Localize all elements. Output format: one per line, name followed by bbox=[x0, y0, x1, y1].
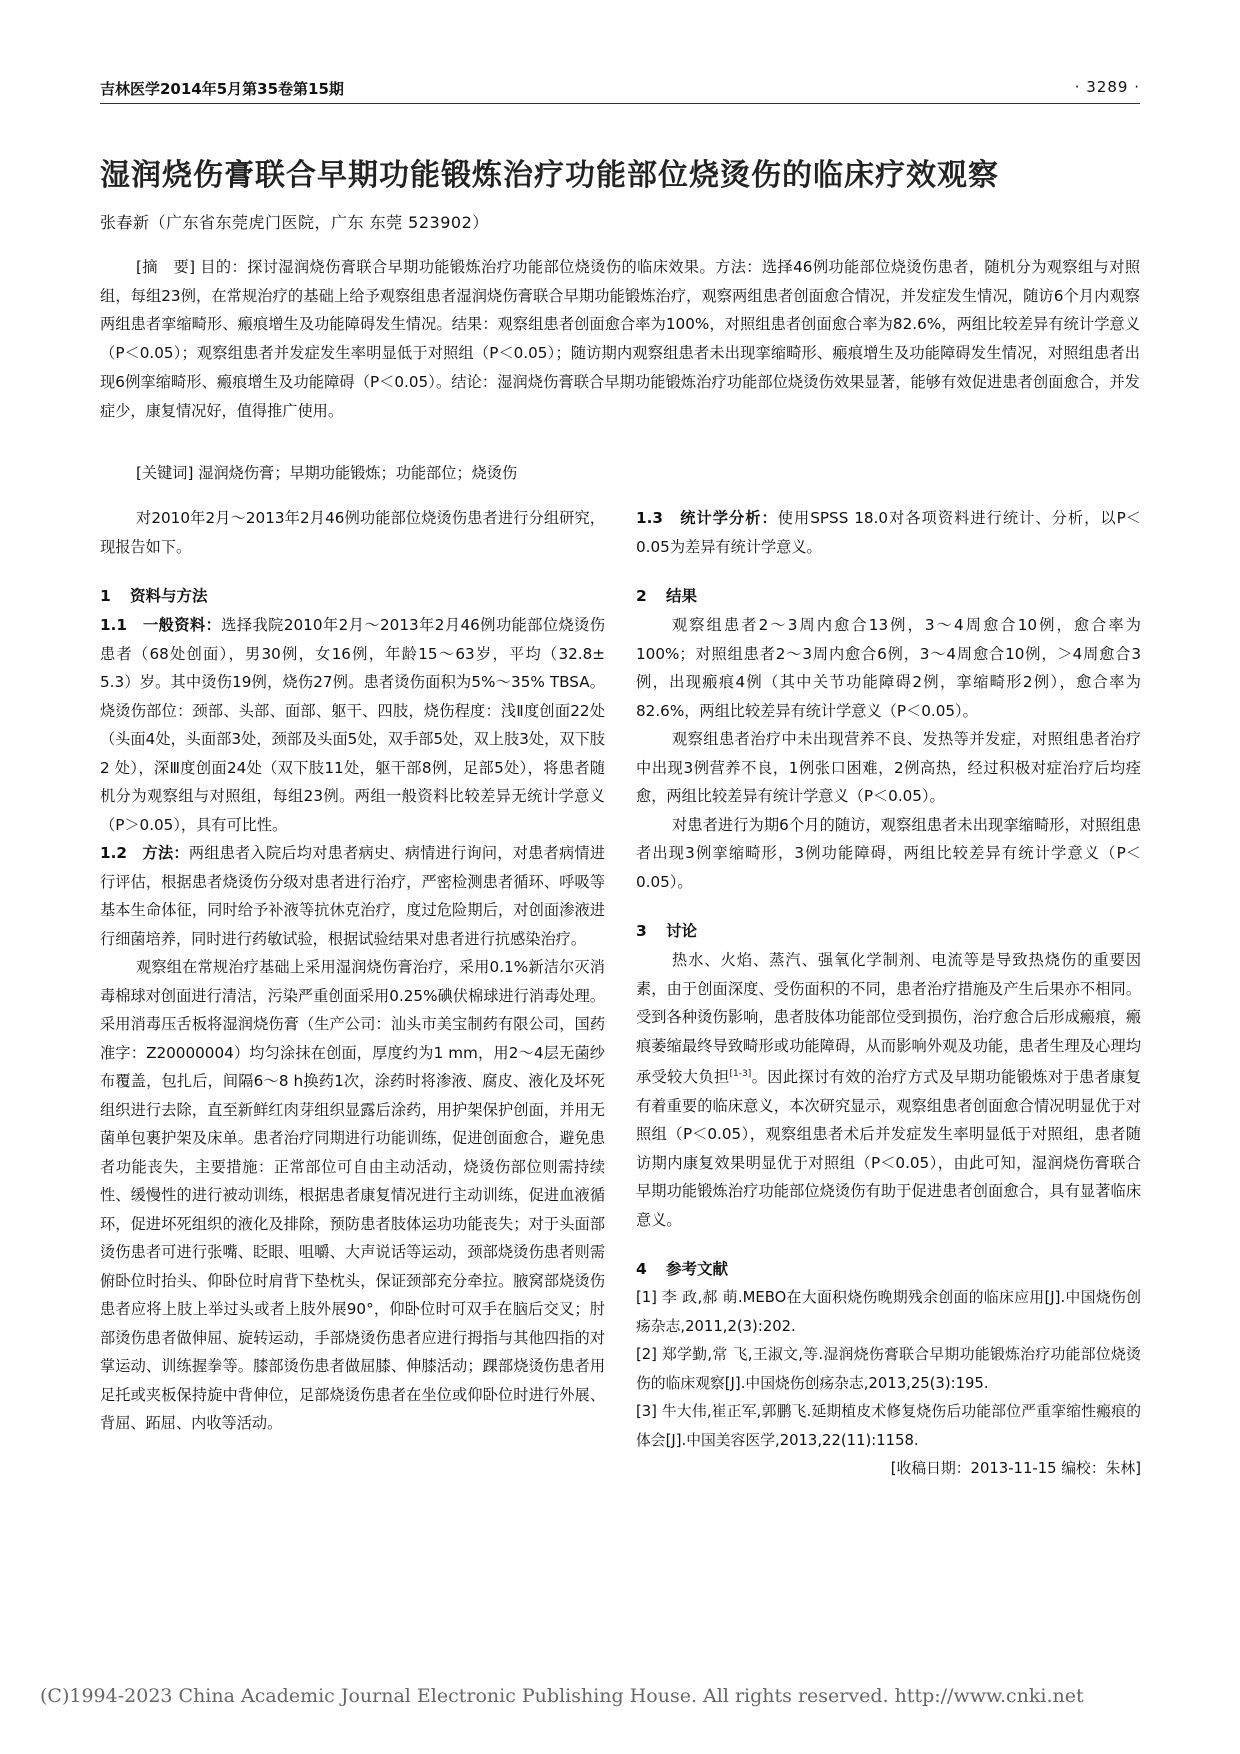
results-paragraph-3: 对患者进行为期6个月的随访，观察组患者未出现挛缩畸形，对照组患者出现3例挛缩畸形，3例功能障碍，两组比较差异有统计学意义（P＜0.05）。 bbox=[636, 815, 1141, 891]
article-title: 湿润烧伤膏联合早期功能锻炼治疗功能部位烧烫伤的临床疗效观察 bbox=[100, 158, 999, 193]
copyright-footer: (C)1994-2023 China Academic Journal Electronic Publishing House. All rights reserved. http://www.cnki.net bbox=[40, 1685, 1084, 1707]
section-2-heading: 2 结果 bbox=[636, 587, 698, 605]
keywords-label: [关键词] bbox=[136, 464, 194, 482]
author-line: 张春新（广东省东莞虎门医院，广东 东莞 523902） bbox=[100, 213, 489, 232]
discussion-paragraph: 热水、火焰、蒸汽、强氧化学制剂、电流等是导致热烧伤的重要因素，由于创面深度、受伤面积的不同，患者治疗措施及产生后果亦不相同。受到各种烫伤影响，患者肢体功能部位受到损伤，治疗愈合后形成瘢痕，瘢痕萎缩最终导致畸形或功能障碍，从而影响外观及功能，患者生理及心理均承受较大负担[1-3]。因此探讨有效的治疗方式及早期功能锻炼对于患者康复有着重要的临床意义，本次研究显示，观察组患者创面愈合情况明显优于对照组（P＜0.05），观察组患者术后并发症发生率明显低于对照组，患者随访期内康复效果明显优于对照组（P＜0.05），由此可知，湿润烧伤膏联合早期功能锻炼治疗功能部位烧烫伤有助于促进患者创面愈合，具有显著临床意义。 bbox=[636, 951, 1142, 1229]
section-4-heading: 4 参考文献 bbox=[636, 1260, 729, 1279]
citation-superscript: [1-3] bbox=[729, 1069, 752, 1079]
reference-item: [3] 牛大伟,崔正军,郭鹏飞.延期植皮术修复烧伤后功能部位严重挛缩性瘢痕的体会[J].中国美容医学,2013,22(11):1158. bbox=[636, 1403, 1141, 1449]
keywords bbox=[136, 462, 517, 483]
section-1-heading: 1 资料与方法 bbox=[100, 587, 208, 605]
observation-paragraph: 观察组在常规治疗基础上采用湿润烧伤膏治疗，采用0.1%新洁尔灭消毒棉球对创面进行清洁，污染严重创面采用0.25%碘伏棉球进行消毒处理。采用消毒压舌板将湿润烧伤膏（生产公司：汕头市美宝制药有限公司，国药准字：Z20000004）均匀涂抹在创面，厚度约为1 mm，用2～4层无菌纱布覆盖，包扎后，间隔6～8 h换药1次，涂药时将渗液、腐皮、液化及坏死组织进行去除，直至新鲜红肉芽组织显露后涂药，用护架保护创面，并用无菌单包裹护架及床单。患者治疗同期进行功能训练，促进创面愈合，避免患者功能丧失，主要措施：正常部位可自由主动活动，烧烫伤部位则需持续性、缓慢性的进行被动训练，根据患者康复情况进行主动训练，促进血液循环，促进坏死组织的液化及排除，预防患者肢体运功功能丧失；对于头面部烫伤患者可进行张嘴、眨眼、咀嚼、大声说话等运动，颈部烧烫伤患者则需俯卧位时抬头、仰卧位时肩背下垫枕头，保证颈部充分牵拉。腋窝部烧烫伤患者应将上肢上举过头或者上肢外展90°，仰卧位时可双手在脑后交叉；肘部烫伤患者做伸屈、旋转运动，手部烧烫伤患者应进行拇指与其他四指的对掌运动、训练握拳等。膝部烫伤患者做屈膝、伸膝活动；踝部烧烫伤患者用足托或夹板保持旋中背伸位，足部烧烫伤患者在坐位或仰卧位时进行外展、背屈、跖屈、内收等活动。 bbox=[100, 958, 605, 1432]
reference-item: [1] 李 政,郝 萌.MEBO在大面积烧伤晚期残余创面的临床应用[J].中国烧伤创疡杂志,2011,2(3):202. bbox=[636, 1289, 1141, 1335]
abstract bbox=[100, 253, 1140, 425]
abstract-label: [摘 要] bbox=[136, 258, 196, 276]
section-1-1: 1.1 一般资料：选择我院2010年2月～2013年2月46例功能部位烧烫伤患者（68处创面），男30例，女16例，年龄15～63岁，平均（32.8± 5.3）岁。其中烫伤19例，烧伤27例。患者烫伤面积为5%～35% TBSA。烧烫伤部位：颈部、头部、面部、躯干、四肢，烧伤程度：浅Ⅱ度创面22处（头面4处，头面部3处，颈部及头面5处，双手部5处，双上肢3处，双下肢2 处），深Ⅲ度创面24处（双下肢11处，躯干部8例，足部5处），将患者随机分为观察组与对照组，每组23例。两组一般资料比较差异无统计学意义（P＞0.05），具有可比性。 bbox=[100, 616, 606, 834]
reference-item: [2] 郑学勤,常 飞,王淑文,等.湿润烧伤膏联合早期功能锻炼治疗功能部位烧烫伤的临床观察[J].中国烧伤创疡杂志,2013,25(3):195. bbox=[636, 1346, 1141, 1392]
journal-info: 吉林医学2014年5月第35卷第15期 bbox=[100, 80, 344, 98]
section-1-2: 1.2 方法：两组患者入院后均对患者病史、病情进行询问，对患者病情进行评估，根据患者烧烫伤分级对患者进行治疗，严密检测患者循环、呼吸等基本生命体征，同时给予补液等抗休克治疗，度过危险期后，对创面渗液进行细菌培养，同时进行药敏试验，根据试验结果对患者进行抗感染治疗。 bbox=[100, 844, 606, 948]
abstract-text: 目的：探讨湿润烧伤膏联合早期功能锻炼治疗功能部位烧烫伤的临床效果。方法：选择46例功能部位烧烫伤患者，随机分为观察组与对照组，每组23例，在常规治疗的基础上给予观察组患者湿润烧伤膏联合早期功能锻炼治疗，观察两组患者创面愈合情况，并发症发生情况，随访6个月内观察两组患者挛缩畸形、瘢痕增生及功能障碍发生情况。结果：观察组患者创面愈合率为100%，对照组患者创面愈合率为82.6%，两组比较差异有统计学意义（P＜0.05）；观察组患者并发症发生率明显低于对照组（P＜0.05）；随访期内观察组患者未出现挛缩畸形、瘢痕增生及功能障碍发生情况，对照组患者出现6例挛缩畸形、瘢痕增生及功能障碍（P＜0.05）。结论：湿润烧伤膏联合早期功能锻炼治疗功能部位烧烫伤效果显著，能够有效促进患者创面愈合，并发症少，康复情况好，值得推广使用。 bbox=[100, 258, 1141, 420]
section-1-3: 1.3 统计学分析：使用SPSS 18.0对各项资料进行统计、分析，以P＜0.05为差异有统计学意义。 bbox=[636, 509, 1141, 556]
results-paragraph-1: 观察组患者2～3周内愈合13例，3～4周愈合10例，愈合率为100%；对照组患者2～3周内愈合6例，3～4周愈合10例，＞4周愈合3例，出现瘢痕4例（其中关节功能障碍2例，挛缩畸形2例），愈合率为82.6%，两组比较差异有统计学意义（P＜0.05）。 bbox=[636, 616, 1141, 720]
keywords-text: 湿润烧伤膏；早期功能锻炼；功能部位；烧烫伤 bbox=[198, 464, 518, 482]
intro-paragraph: 对2010年2月～2013年2月46例功能部位烧烫伤患者进行分组研究，现报告如下。 bbox=[100, 509, 605, 556]
left-column bbox=[100, 504, 605, 1438]
results-paragraph-2: 观察组患者治疗中未出现营养不良、发热等并发症，对照组患者治疗中出现3例营养不良，1例张口困难，2例高热，经过积极对症治疗后均痊愈，两组比较差异有统计学意义（P＜0.05）。 bbox=[636, 730, 1141, 805]
received-date: [收稿日期：2013-11-15 编校：朱林] bbox=[890, 1460, 1141, 1478]
header-rule bbox=[100, 103, 1140, 104]
running-header bbox=[100, 78, 1140, 99]
page-number: · 3289 · bbox=[1074, 78, 1140, 96]
right-column bbox=[636, 504, 1141, 1484]
section-3-heading: 3 讨论 bbox=[636, 922, 698, 940]
